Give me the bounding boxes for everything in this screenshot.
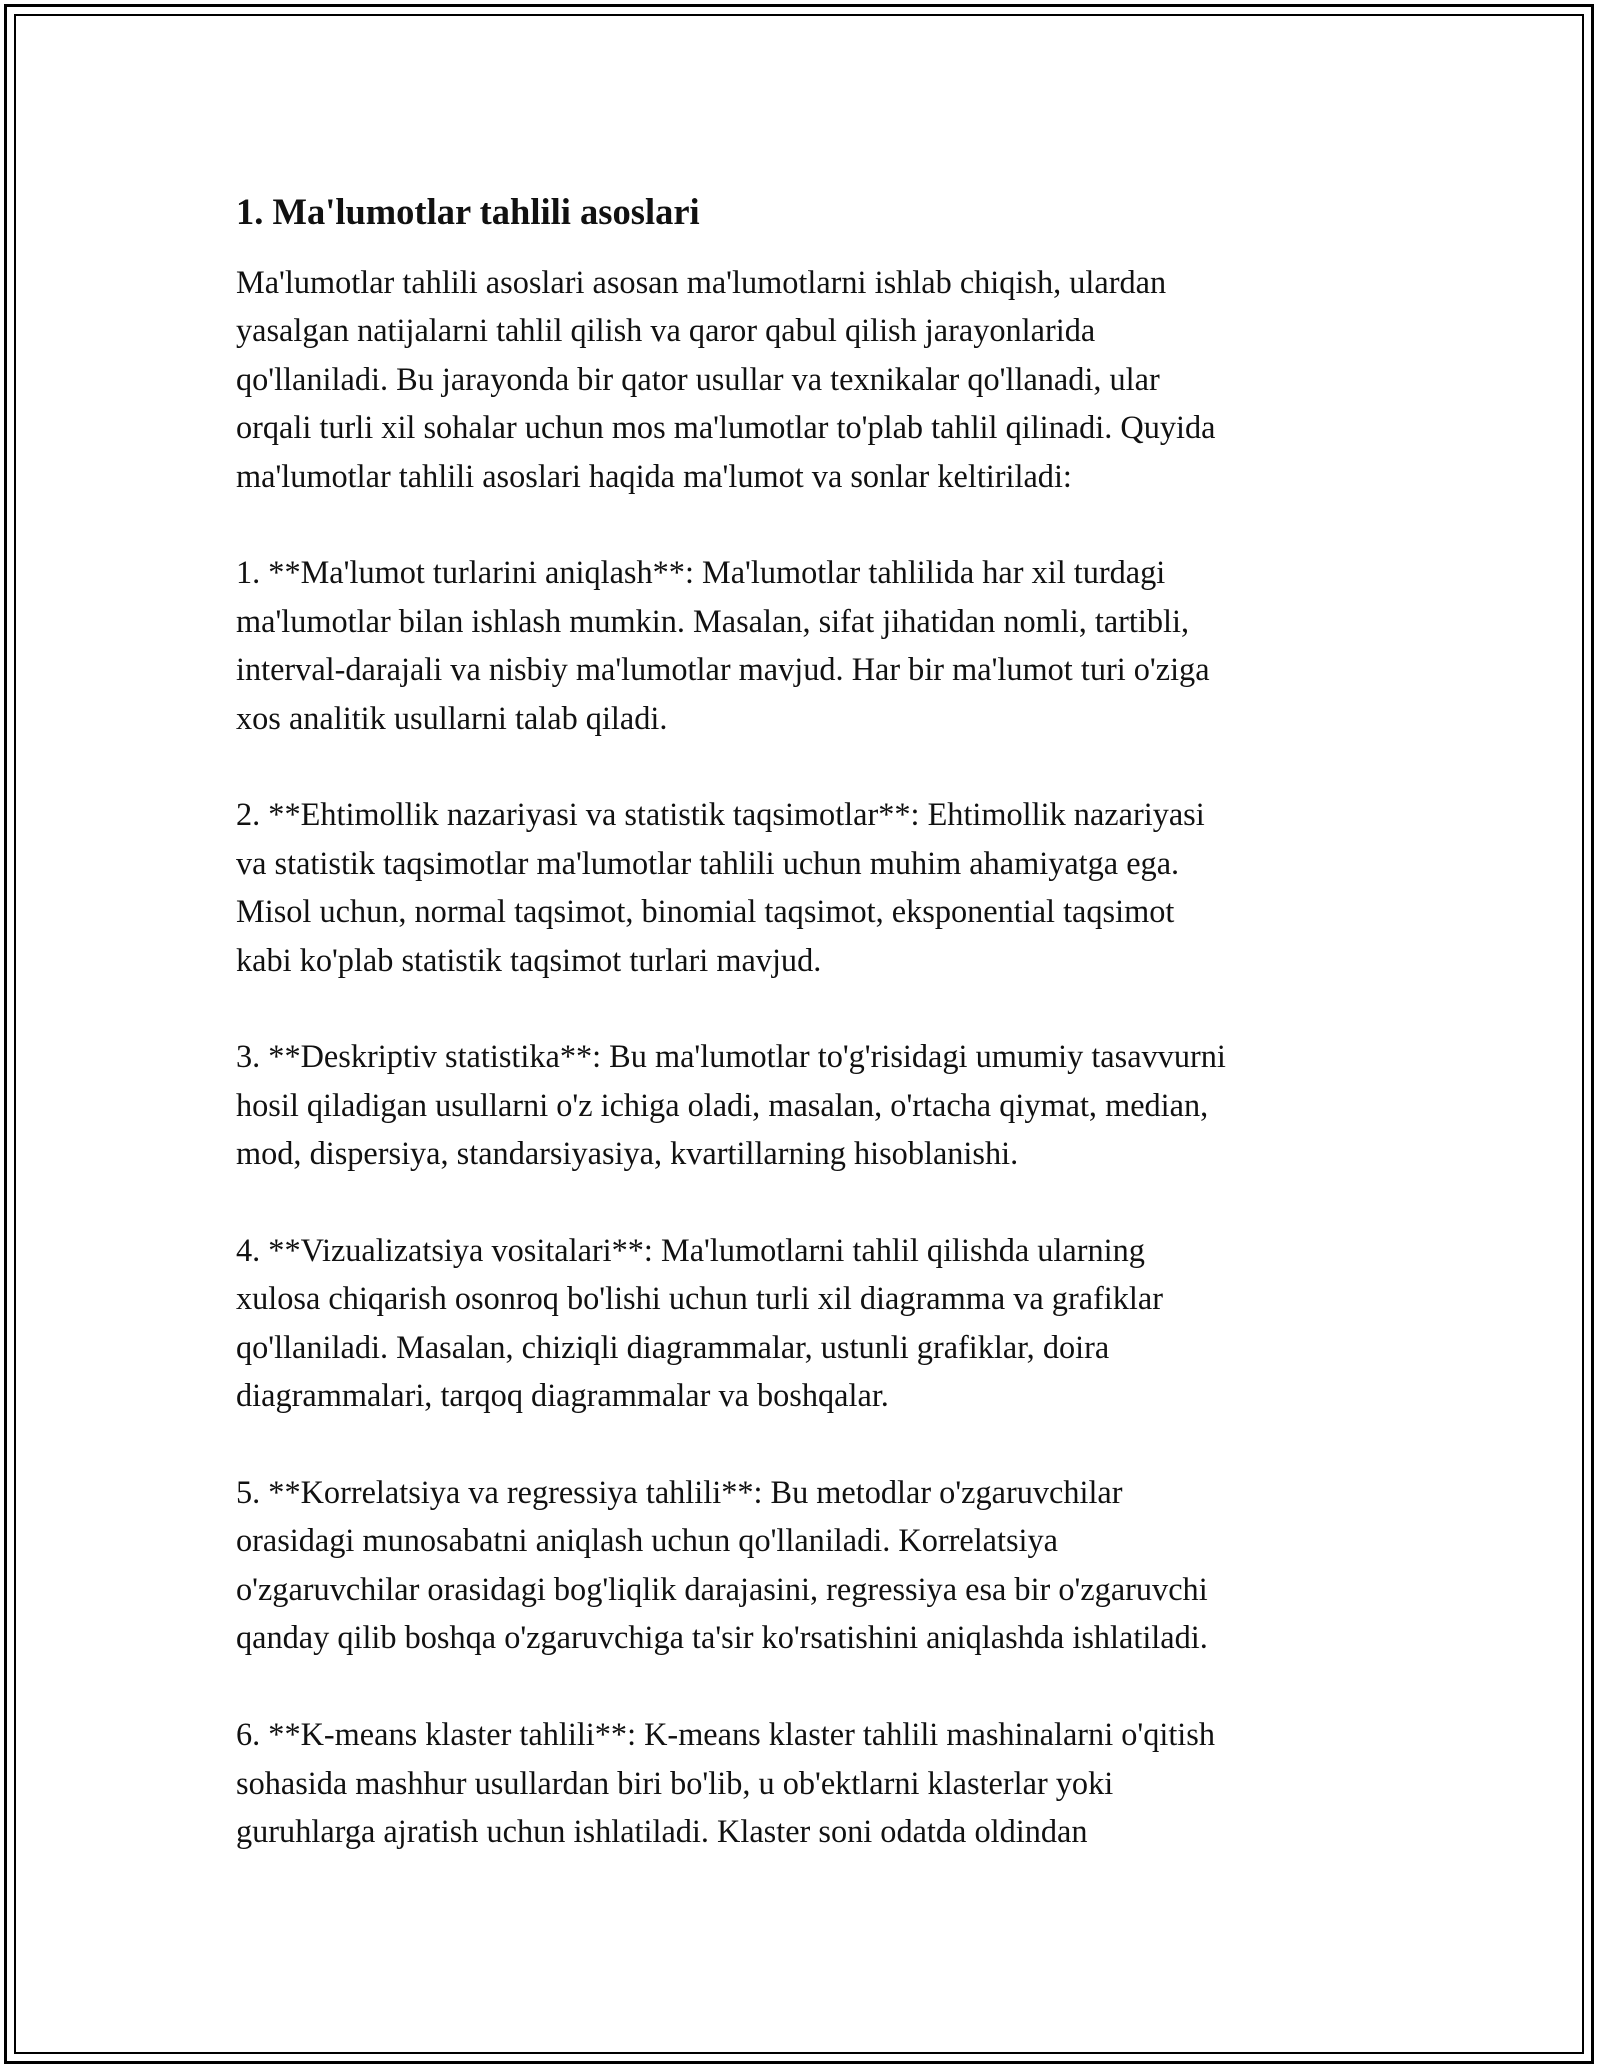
list-item-paragraph-2 xyxy=(236,790,1366,984)
text-line: 6. **K-means klaster tahlili**: K-means klaster tahlili mashinalarni o'qitish xyxy=(236,1716,1215,1753)
text-line: 2. **Ehtimollik nazariyasi va statistik taqsimotlar**: Ehtimollik nazariyasi xyxy=(236,796,1205,833)
text-line: Misol uchun, normal taqsimot, binomial taqsimot, eksponential taqsimot xyxy=(236,893,1175,930)
text-line: yasalgan natijalarni tahlil qilish va qaror qabul qilish jarayonlarida xyxy=(236,312,1096,349)
text-line: 5. **Korrelatsiya va regressiya tahlili**: Bu metodlar o'zgaruvchilar xyxy=(236,1474,1123,1511)
text-line: o'zgaruvchilar orasidagi bog'liqlik darajasini, regressiya esa bir o'zgaruvchi xyxy=(236,1570,1208,1607)
text-line: mod, dispersiya, standarsiyasiya, kvartillarning hisoblanishi. xyxy=(236,1135,1019,1172)
text-line: va statistik taqsimotlar ma'lumotlar tahlili uchun muhim ahamiyatga ega. xyxy=(236,844,1180,881)
text-line: orqali turli xil sohalar uchun mos ma'lumotlar to'plab tahlil qilinadi. Quyida xyxy=(236,409,1216,446)
text-line: qo'llaniladi. Masalan, chiziqli diagrammalar, ustunli grafiklar, doira xyxy=(236,1328,1110,1365)
list-item-paragraph-5 xyxy=(236,1468,1366,1662)
text-line: 4. **Vizualizatsiya vositalari**: Ma'lumotlarni tahlil qilishda ularning xyxy=(236,1232,1145,1269)
document-title: 1. Ma'lumotlar tahlili asoslari xyxy=(236,191,700,232)
text-line: xos analitik usullarni talab qiladi. xyxy=(236,699,668,736)
list-item-paragraph-1 xyxy=(236,548,1366,742)
intro-paragraph xyxy=(236,258,1366,500)
list-item-paragraph-4 xyxy=(236,1226,1366,1420)
text-line: interval-darajali va nisbiy ma'lumotlar mavjud. Har bir ma'lumot turi o'ziga xyxy=(236,651,1210,688)
text-line: Ma'lumotlar tahlili asoslari asosan ma'lumotlarni ishlab chiqish, ulardan xyxy=(236,264,1167,300)
text-line: orasidagi munosabatni aniqlash uchun qo'llaniladi. Korrelatsiya xyxy=(236,1522,1059,1559)
text-line: xulosa chiqarish osonroq bo'lishi uchun turli xil diagramma va grafiklar xyxy=(236,1280,1163,1317)
document-body xyxy=(236,186,1366,1904)
text-line: 1. **Ma'lumot turlarini aniqlash**: Ma'lumotlar tahlilida har xil turdagi xyxy=(236,554,1166,591)
text-line: ma'lumotlar bilan ishlash mumkin. Masalan, sifat jihatidan nomli, tartibli, xyxy=(236,602,1190,639)
text-line: 3. **Deskriptiv statistika**: Bu ma'lumotlar to'g'risidagi umumiy tasavvurni xyxy=(236,1038,1226,1075)
text-line: sohasida mashhur usullardan biri bo'lib, u ob'ektlarni klasterlar yoki xyxy=(236,1764,1114,1801)
text-line: ma'lumotlar tahlili asoslari haqida ma'lumot va sonlar keltiriladi: xyxy=(236,457,1072,494)
list-item-paragraph-6 xyxy=(236,1710,1366,1855)
text-line: qanday qilib boshqa o'zgaruvchiga ta'sir ko'rsatishini aniqlashda ishlatiladi. xyxy=(236,1619,1208,1656)
text-line: diagrammalari, tarqoq diagrammalar va boshqalar. xyxy=(236,1377,889,1414)
text-line: kabi ko'plab statistik taqsimot turlari mavjud. xyxy=(236,941,822,978)
text-line: qo'llaniladi. Bu jarayonda bir qator usullar va texnikalar qo'llanadi, ular xyxy=(236,360,1160,397)
list-item-paragraph-3 xyxy=(236,1032,1366,1177)
text-line: guruhlarga ajratish uchun ishlatiladi. Klaster soni odatda oldindan xyxy=(236,1812,1088,1849)
text-line: hosil qiladigan usullarni o'z ichiga oladi, masalan, o'rtacha qiymat, median, xyxy=(236,1086,1209,1123)
